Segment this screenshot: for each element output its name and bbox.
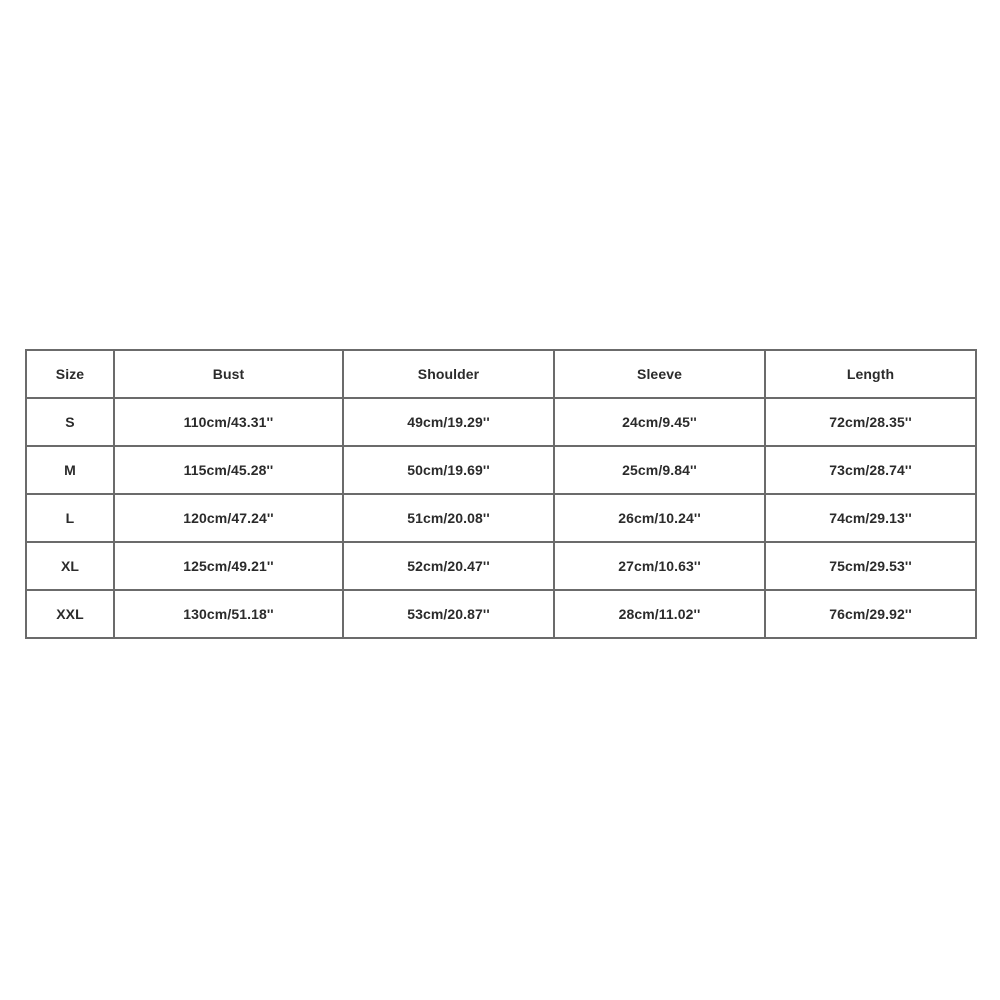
- bust-cell: 125cm/49.21'': [114, 542, 343, 590]
- size-cell: XXL: [26, 590, 114, 638]
- size-cell: M: [26, 446, 114, 494]
- sleeve-cell: 24cm/9.45'': [554, 398, 765, 446]
- length-cell: 73cm/28.74'': [765, 446, 976, 494]
- header-sleeve: Sleeve: [554, 350, 765, 398]
- bust-cell: 120cm/47.24'': [114, 494, 343, 542]
- length-cell: 76cm/29.92'': [765, 590, 976, 638]
- header-size: Size: [26, 350, 114, 398]
- bust-cell: 130cm/51.18'': [114, 590, 343, 638]
- sleeve-cell: 27cm/10.63'': [554, 542, 765, 590]
- size-cell: S: [26, 398, 114, 446]
- sleeve-cell: 26cm/10.24'': [554, 494, 765, 542]
- header-row: [26, 350, 976, 398]
- table-row: [26, 398, 976, 446]
- shoulder-cell: 51cm/20.08'': [343, 494, 554, 542]
- sleeve-cell: 28cm/11.02'': [554, 590, 765, 638]
- shoulder-cell: 52cm/20.47'': [343, 542, 554, 590]
- size-cell: L: [26, 494, 114, 542]
- size-cell: XL: [26, 542, 114, 590]
- table-row: [26, 542, 976, 590]
- header-shoulder: Shoulder: [343, 350, 554, 398]
- bust-cell: 115cm/45.28'': [114, 446, 343, 494]
- table-row: [26, 590, 976, 638]
- header-bust: Bust: [114, 350, 343, 398]
- length-cell: 72cm/28.35'': [765, 398, 976, 446]
- bust-cell: 110cm/43.31'': [114, 398, 343, 446]
- table-row: [26, 494, 976, 542]
- shoulder-cell: 49cm/19.29'': [343, 398, 554, 446]
- size-chart-table: [25, 349, 977, 639]
- header-length: Length: [765, 350, 976, 398]
- length-cell: 75cm/29.53'': [765, 542, 976, 590]
- shoulder-cell: 50cm/19.69'': [343, 446, 554, 494]
- shoulder-cell: 53cm/20.87'': [343, 590, 554, 638]
- sleeve-cell: 25cm/9.84'': [554, 446, 765, 494]
- table-row: [26, 446, 976, 494]
- length-cell: 74cm/29.13'': [765, 494, 976, 542]
